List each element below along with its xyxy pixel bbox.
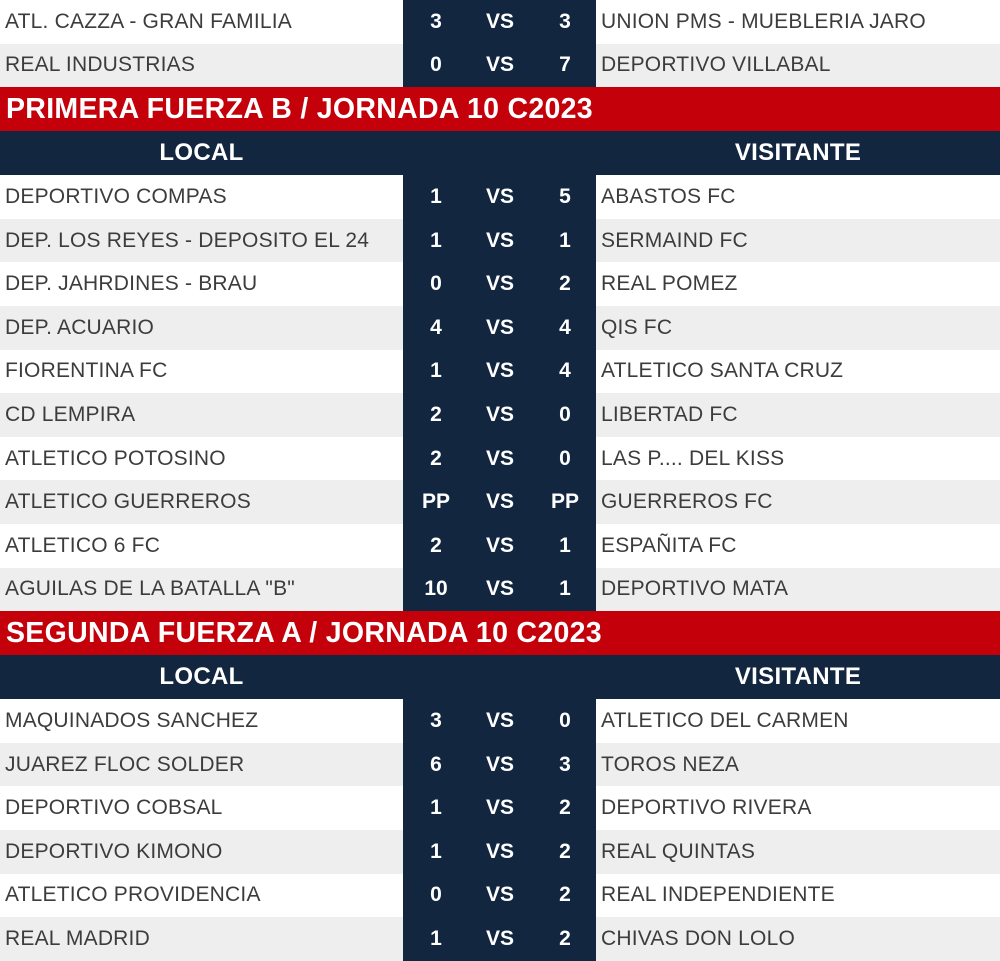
home-score: 0 — [430, 883, 442, 907]
local-team: REAL MADRID — [5, 926, 150, 950]
match-row — [0, 786, 1000, 830]
local-team: ATLETICO GUERREROS — [5, 490, 251, 514]
vs-label: VS — [485, 926, 514, 950]
local-team: ATL. CAZZA - GRAN FAMILIA — [5, 9, 292, 33]
column-header — [0, 655, 1000, 699]
match-row — [0, 393, 1000, 437]
local-team: DEP. JAHRDINES - BRAU — [5, 272, 258, 296]
away-score: 2 — [559, 272, 571, 296]
score-band — [403, 0, 596, 44]
visiting-team: REAL QUINTAS — [601, 839, 756, 863]
visiting-team: DEPORTIVO RIVERA — [601, 796, 812, 820]
vs-label: VS — [485, 272, 514, 296]
visiting-team: UNION PMS - MUEBLERIA JARO — [601, 9, 926, 33]
home-score: 1 — [430, 839, 442, 863]
score-band — [403, 480, 596, 524]
home-score: PP — [421, 490, 450, 514]
match-row — [0, 0, 1000, 44]
home-score: 6 — [430, 752, 442, 776]
local-column-header: LOCAL — [159, 139, 244, 167]
visiting-team: ATLETICO SANTA CRUZ — [601, 359, 844, 383]
local-team: MAQUINADOS SANCHEZ — [5, 708, 259, 732]
score-band — [403, 699, 596, 743]
match-row — [0, 306, 1000, 350]
vs-label: VS — [485, 708, 514, 732]
score-band — [403, 743, 596, 787]
local-team: ATLETICO POTOSINO — [5, 446, 226, 470]
home-score: 1 — [430, 228, 442, 252]
home-score: 2 — [430, 533, 442, 557]
home-score: 3 — [430, 708, 442, 732]
home-score: 1 — [430, 359, 442, 383]
column-header — [0, 131, 1000, 175]
visiting-team: LIBERTAD FC — [601, 402, 738, 426]
home-score: 3 — [430, 9, 442, 33]
section-title: SEGUNDA FUERZA A / JORNADA 10 C2023 — [0, 611, 1000, 655]
match-row — [0, 480, 1000, 524]
match-row — [0, 830, 1000, 874]
score-band — [403, 175, 596, 219]
match-row — [0, 874, 1000, 918]
visiting-team: DEPORTIVO VILLABAL — [601, 53, 831, 77]
visiting-team: TOROS NEZA — [601, 752, 740, 776]
local-team: ATLETICO PROVIDENCIA — [5, 883, 261, 907]
vs-label: VS — [485, 533, 514, 557]
vs-label: VS — [485, 490, 514, 514]
away-score: 5 — [559, 184, 571, 208]
visiting-team: QIS FC — [601, 315, 673, 339]
visiting-team: ESPAÑITA FC — [601, 533, 737, 557]
match-row — [0, 568, 1000, 612]
local-team: DEP. LOS REYES - DEPOSITO EL 24 — [5, 228, 370, 252]
away-score: 2 — [559, 883, 571, 907]
away-score: 0 — [559, 708, 571, 732]
vs-label: VS — [485, 839, 514, 863]
score-band — [403, 44, 596, 88]
visiting-team: REAL POMEZ — [601, 272, 738, 296]
score-band — [403, 786, 596, 830]
visitor-column-header: VISITANTE — [734, 663, 862, 691]
vs-label: VS — [485, 359, 514, 383]
visiting-team: ABASTOS FC — [601, 184, 736, 208]
away-score: 4 — [559, 359, 571, 383]
local-team: CD LEMPIRA — [5, 402, 136, 426]
match-row — [0, 175, 1000, 219]
home-score: 0 — [430, 272, 442, 296]
away-score: 1 — [559, 533, 571, 557]
score-band — [403, 437, 596, 481]
visiting-team: REAL INDEPENDIENTE — [601, 883, 835, 907]
visiting-team: CHIVAS DON LOLO — [601, 926, 795, 950]
away-score: 1 — [559, 228, 571, 252]
away-score: 4 — [559, 315, 571, 339]
vs-label: VS — [485, 446, 514, 470]
visitor-column-header: VISITANTE — [734, 139, 862, 167]
visiting-team: LAS P.... DEL KISS — [601, 446, 785, 470]
match-row — [0, 262, 1000, 306]
away-score: 3 — [559, 9, 571, 33]
match-row — [0, 917, 1000, 961]
away-score: 0 — [559, 446, 571, 470]
match-row — [0, 219, 1000, 263]
away-score: 7 — [559, 53, 571, 77]
home-score: 4 — [430, 315, 442, 339]
away-score: 2 — [559, 796, 571, 820]
match-row — [0, 437, 1000, 481]
vs-label: VS — [485, 228, 514, 252]
match-row — [0, 699, 1000, 743]
local-team: FIORENTINA FC — [5, 359, 168, 383]
score-band — [403, 917, 596, 961]
section-title: PRIMERA FUERZA B / JORNADA 10 C2023 — [0, 87, 1000, 131]
away-score: 1 — [559, 577, 571, 601]
score-band — [403, 393, 596, 437]
home-score: 1 — [430, 184, 442, 208]
score-band — [403, 874, 596, 918]
visiting-team: DEPORTIVO MATA — [601, 577, 789, 601]
home-score: 10 — [424, 577, 448, 601]
vs-label: VS — [485, 184, 514, 208]
home-score: 2 — [430, 446, 442, 470]
match-row — [0, 350, 1000, 394]
away-score: 3 — [559, 752, 571, 776]
local-team: AGUILAS DE LA BATALLA "B" — [5, 577, 295, 601]
local-column-header: LOCAL — [159, 663, 244, 691]
score-band — [403, 219, 596, 263]
home-score: 0 — [430, 53, 442, 77]
vs-label: VS — [485, 796, 514, 820]
match-row — [0, 44, 1000, 88]
local-team: DEP. ACUARIO — [5, 315, 155, 339]
match-row — [0, 524, 1000, 568]
score-band — [403, 350, 596, 394]
visiting-team: GUERREROS FC — [601, 490, 773, 514]
away-score: 2 — [559, 839, 571, 863]
local-team: JUAREZ FLOC SOLDER — [5, 752, 245, 776]
away-score: 0 — [559, 402, 571, 426]
home-score: 2 — [430, 402, 442, 426]
score-band — [403, 306, 596, 350]
score-band — [403, 262, 596, 306]
vs-label: VS — [485, 577, 514, 601]
local-team: ATLETICO 6 FC — [5, 533, 161, 557]
vs-label: VS — [485, 315, 514, 339]
vs-label: VS — [485, 402, 514, 426]
visiting-team: ATLETICO DEL CARMEN — [601, 708, 849, 732]
vs-label: VS — [485, 752, 514, 776]
away-score: PP — [550, 490, 579, 514]
score-band — [403, 568, 596, 612]
local-team: REAL INDUSTRIAS — [5, 53, 196, 77]
match-row — [0, 743, 1000, 787]
local-team: DEPORTIVO COBSAL — [5, 796, 223, 820]
vs-label: VS — [485, 9, 514, 33]
vs-label: VS — [485, 883, 514, 907]
score-band — [403, 830, 596, 874]
home-score: 1 — [430, 796, 442, 820]
local-team: DEPORTIVO COMPAS — [5, 184, 227, 208]
vs-label: VS — [485, 53, 514, 77]
home-score: 1 — [430, 926, 442, 950]
visiting-team: SERMAIND FC — [601, 228, 748, 252]
away-score: 2 — [559, 926, 571, 950]
score-band — [403, 524, 596, 568]
local-team: DEPORTIVO KIMONO — [5, 839, 223, 863]
